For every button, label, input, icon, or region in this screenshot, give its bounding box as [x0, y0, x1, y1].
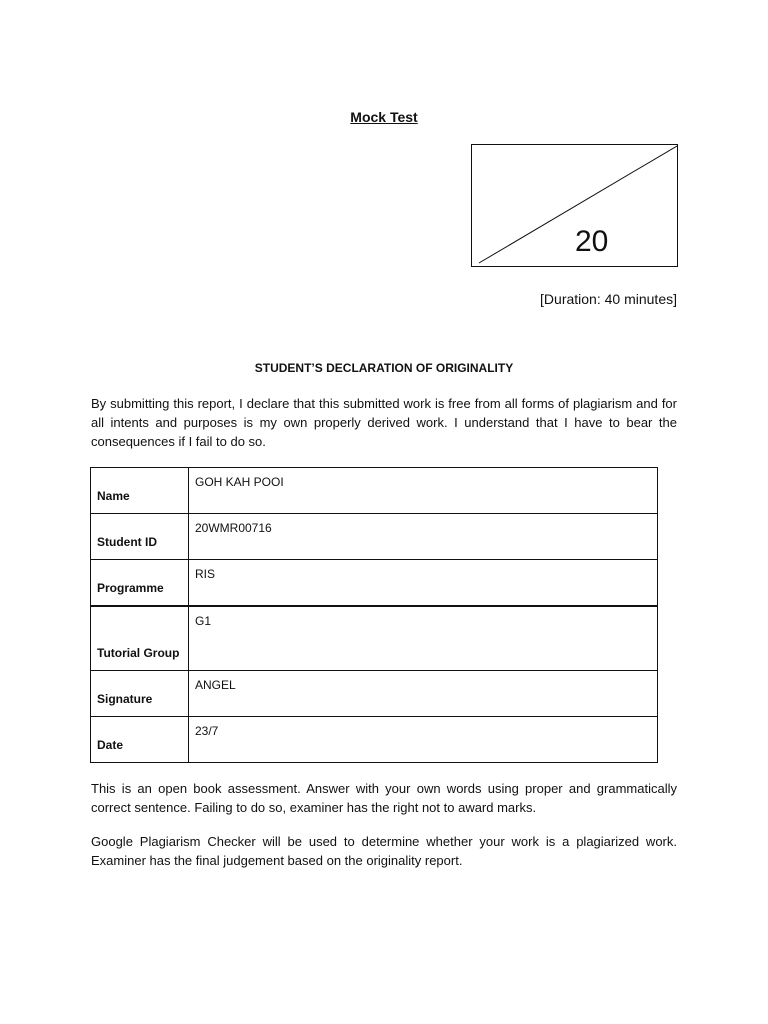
table-row [91, 717, 658, 763]
date-label: Date [91, 717, 189, 763]
table-row [91, 514, 658, 560]
tutorial-group-value: G1 [189, 606, 658, 671]
table-row [91, 671, 658, 717]
signature-label: Signature [91, 671, 189, 717]
declaration-heading: STUDENT’S DECLARATION OF ORIGINALITY [254, 361, 514, 375]
duration-text: [Duration: 40 minutes] [540, 291, 677, 307]
student-info-table [90, 467, 658, 763]
declaration-text: By submitting this report, I declare that this submitted work is free from all forms of plagiarism and for all intents and purposes is my own properly derived work. I understand that I have to bear the consequences if I fail to do so. [91, 396, 677, 449]
score-total: 20 [575, 225, 609, 258]
table-row [91, 560, 658, 606]
page-title: Mock Test [350, 109, 418, 125]
table-row [91, 468, 658, 514]
name-value: GOH KAH POOI [189, 468, 658, 514]
signature-value: ANGEL [189, 671, 658, 717]
score-box [471, 144, 678, 267]
programme-value: RIS [189, 560, 658, 606]
student-id-value: 20WMR00716 [189, 514, 658, 560]
plagiarism-note: Google Plagiarism Checker will be used to determine whether your work is a plagiarized work. Examiner has the final judgement based on the originality report. [91, 834, 677, 868]
open-book-note: This is an open book assessment. Answer with your own words using proper and grammatically correct sentence. Failing to do so, examiner has the right not to award marks. [91, 781, 677, 815]
date-value: 23/7 [189, 717, 658, 763]
programme-label: Programme [91, 560, 189, 606]
student-id-label: Student ID [91, 514, 189, 560]
table-row [91, 606, 658, 671]
tutorial-group-label: Tutorial Group [91, 606, 189, 671]
name-label: Name [91, 468, 189, 514]
